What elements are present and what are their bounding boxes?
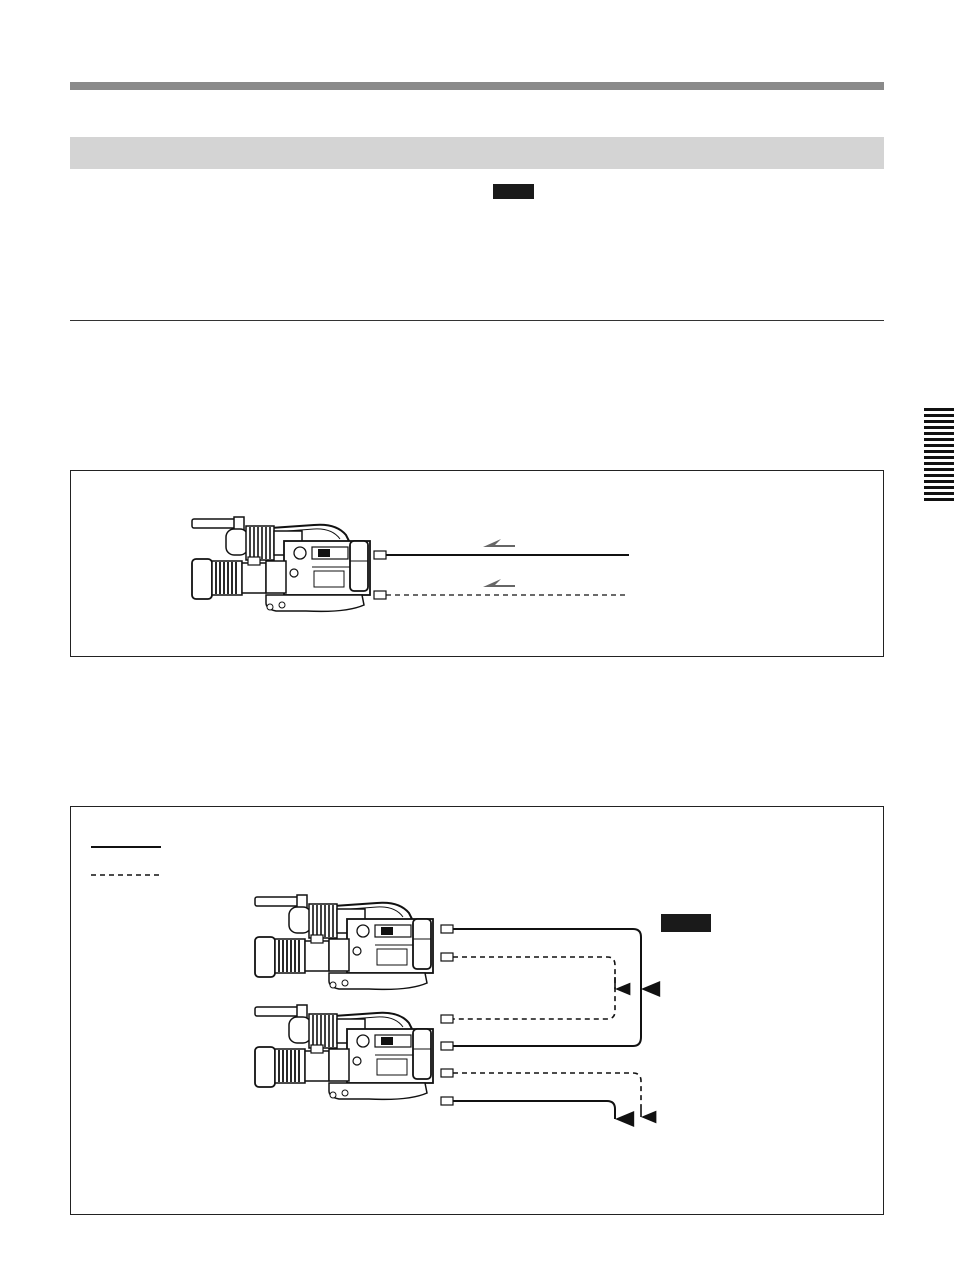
camcorder-illustration	[192, 517, 370, 611]
dashed-cable-loop	[453, 957, 615, 1019]
solid-output-line	[453, 1101, 615, 1111]
section-heading-band	[70, 137, 884, 169]
connector-jacks	[441, 925, 453, 1105]
camcorder-illustration-1	[255, 895, 433, 989]
signal-direction-arrow	[483, 539, 515, 547]
section-divider	[70, 320, 884, 321]
connector-jack	[374, 591, 386, 599]
chapter-thumb-tab	[924, 408, 954, 502]
connector-jack	[374, 551, 386, 559]
camcorder-illustration-2	[255, 1005, 433, 1099]
top-rule	[70, 82, 884, 90]
single-camera-connection-diagram	[70, 470, 884, 657]
two-camera-connection-diagram	[70, 806, 884, 1215]
signal-direction-arrow	[483, 579, 515, 587]
solid-cable-loop	[453, 929, 641, 1046]
note-tag	[661, 914, 711, 932]
note-tag	[493, 184, 534, 199]
